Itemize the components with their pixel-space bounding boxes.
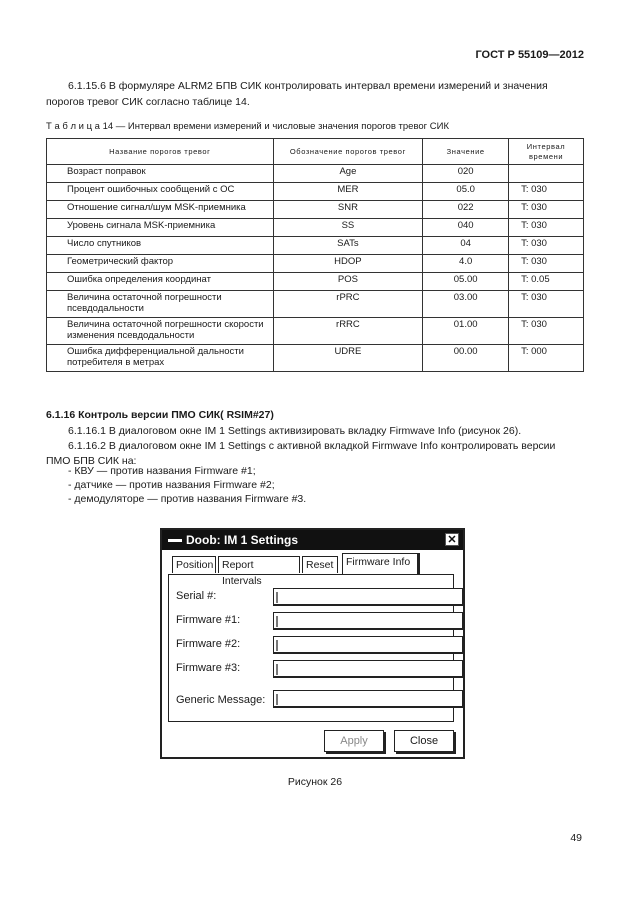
figure-caption: Рисунок 26 xyxy=(287,776,343,788)
row-name: Возраст поправок xyxy=(47,165,274,183)
firmware3-label: Firmware #3: xyxy=(176,662,241,674)
row-interval: T: 030 xyxy=(509,255,584,273)
row-value: 4.0 xyxy=(423,255,509,273)
row-name: Процент ошибочных сообщений с ОС xyxy=(47,183,274,201)
firmware2-field[interactable] xyxy=(273,636,463,654)
table-row xyxy=(47,291,584,318)
col-header-code: Обозначение порогов тревог xyxy=(273,139,423,165)
col-header-value: Значение xyxy=(423,139,509,165)
apply-button[interactable]: Apply xyxy=(324,730,384,752)
row-value: 03.00 xyxy=(423,291,509,318)
page-number: 49 xyxy=(570,832,582,844)
tab-report-intervals[interactable]: Report Intervals xyxy=(218,556,300,573)
row-code: rRRC xyxy=(273,318,423,345)
row-interval: T: 030 xyxy=(509,318,584,345)
firmware3-field[interactable] xyxy=(273,660,463,678)
row-name: Ошибка определения координат xyxy=(47,273,274,291)
row-value: 022 xyxy=(423,201,509,219)
firmware2-label: Firmware #2: xyxy=(176,638,241,650)
row-interval: T: 030 xyxy=(509,219,584,237)
row-name: Уровень сигнала MSK-приемника xyxy=(47,219,274,237)
row-name: Ошибка дифференциальной дальности потребителя в метрах xyxy=(47,345,274,372)
table-row xyxy=(47,318,584,345)
dialog-titlebar[interactable] xyxy=(162,530,463,550)
row-code: SNR xyxy=(273,201,423,219)
intro-line-1: 6.1.15.6 В формуляре ALRM2 БПВ СИК контролировать интервал времени измерений и значения xyxy=(68,80,548,92)
row-interval: T: 000 xyxy=(509,345,584,372)
serial-label: Serial #: xyxy=(176,590,217,602)
row-value: 05.00 xyxy=(423,273,509,291)
section-paragraph-2a: 6.1.16.2 В диалоговом окне IM 1 Settings с активной вкладкой Firmwave Info контролировать версии xyxy=(68,440,556,452)
row-code: UDRE xyxy=(273,345,423,372)
row-value: 040 xyxy=(423,219,509,237)
row-interval xyxy=(509,165,584,183)
row-value: 05.0 xyxy=(423,183,509,201)
list-item: - КВУ — против названия Firmware #1; xyxy=(68,465,256,477)
table-caption: Т а б л и ц а 14 — Интервал времени измерений и числовые значения порогов тревог СИК xyxy=(46,121,449,132)
tab-reset[interactable]: Reset xyxy=(302,556,338,573)
row-interval: T: 0.05 xyxy=(509,273,584,291)
table-row xyxy=(47,273,584,291)
col-header-name: Название порогов тревог xyxy=(47,139,274,165)
firmware1-field[interactable] xyxy=(273,612,463,630)
row-code: SS xyxy=(273,219,423,237)
dialog-title: Doob: IM 1 Settings xyxy=(186,533,298,547)
system-menu-icon[interactable] xyxy=(168,539,182,542)
row-code: rPRC xyxy=(273,291,423,318)
row-value: 020 xyxy=(423,165,509,183)
row-value: 04 xyxy=(423,237,509,255)
row-value: 01.00 xyxy=(423,318,509,345)
close-icon[interactable]: ✕ xyxy=(445,533,459,546)
row-code: HDOP xyxy=(273,255,423,273)
generic-message-label: Generic Message: xyxy=(176,694,266,706)
section-paragraph-2b: ПМО БПВ СИК на: xyxy=(46,455,137,467)
table-row xyxy=(47,219,584,237)
row-name: Число спутников xyxy=(47,237,274,255)
tab-firmware-info[interactable]: Firmware Info xyxy=(342,553,418,574)
col-header-interval: Интервал времени xyxy=(509,139,584,165)
table-row xyxy=(47,201,584,219)
row-name: Отношение сигнал/шум MSK-приемника xyxy=(47,201,274,219)
row-code: Age xyxy=(273,165,423,183)
table-row xyxy=(47,183,584,201)
table-row xyxy=(47,165,584,183)
alarm-threshold-table xyxy=(46,138,584,372)
table-header-row xyxy=(47,139,584,165)
row-code: MER xyxy=(273,183,423,201)
row-value: 00.00 xyxy=(423,345,509,372)
row-name: Геометрический фактор xyxy=(47,255,274,273)
tab-position[interactable]: Position xyxy=(172,556,216,573)
intro-line-2: порогов тревог СИК согласно таблице 14. xyxy=(46,96,250,108)
row-interval: T: 030 xyxy=(509,201,584,219)
table-row xyxy=(47,255,584,273)
section-title: 6.1.16 Контроль версии ПМО СИК( RSIM#27) xyxy=(46,409,274,421)
table-row xyxy=(47,237,584,255)
row-code: POS xyxy=(273,273,423,291)
list-item: - демодуляторе — против названия Firmware #3. xyxy=(68,493,307,505)
serial-field[interactable] xyxy=(273,588,463,606)
generic-message-field[interactable] xyxy=(273,690,463,708)
section-paragraph-1: 6.1.16.1 В диалоговом окне IM 1 Settings активизировать вкладку Firmwave Info (рисунок 26). xyxy=(68,425,522,437)
table-row xyxy=(47,345,584,372)
im1-settings-dialog xyxy=(160,528,465,759)
list-item: - датчике — против названия Firmware #2; xyxy=(68,479,275,491)
row-name: Величина остаточной погрешности скорости изменения псевдодальности xyxy=(47,318,274,345)
row-interval: T: 030 xyxy=(509,237,584,255)
document-header: ГОСТ Р 55109—2012 xyxy=(475,49,584,61)
row-code: SATs xyxy=(273,237,423,255)
firmware1-label: Firmware #1: xyxy=(176,614,241,626)
row-name: Величина остаточной погрешности псевдодальности xyxy=(47,291,274,318)
close-button[interactable]: Close xyxy=(394,730,454,752)
row-interval: T: 030 xyxy=(509,183,584,201)
row-interval: T: 030 xyxy=(509,291,584,318)
